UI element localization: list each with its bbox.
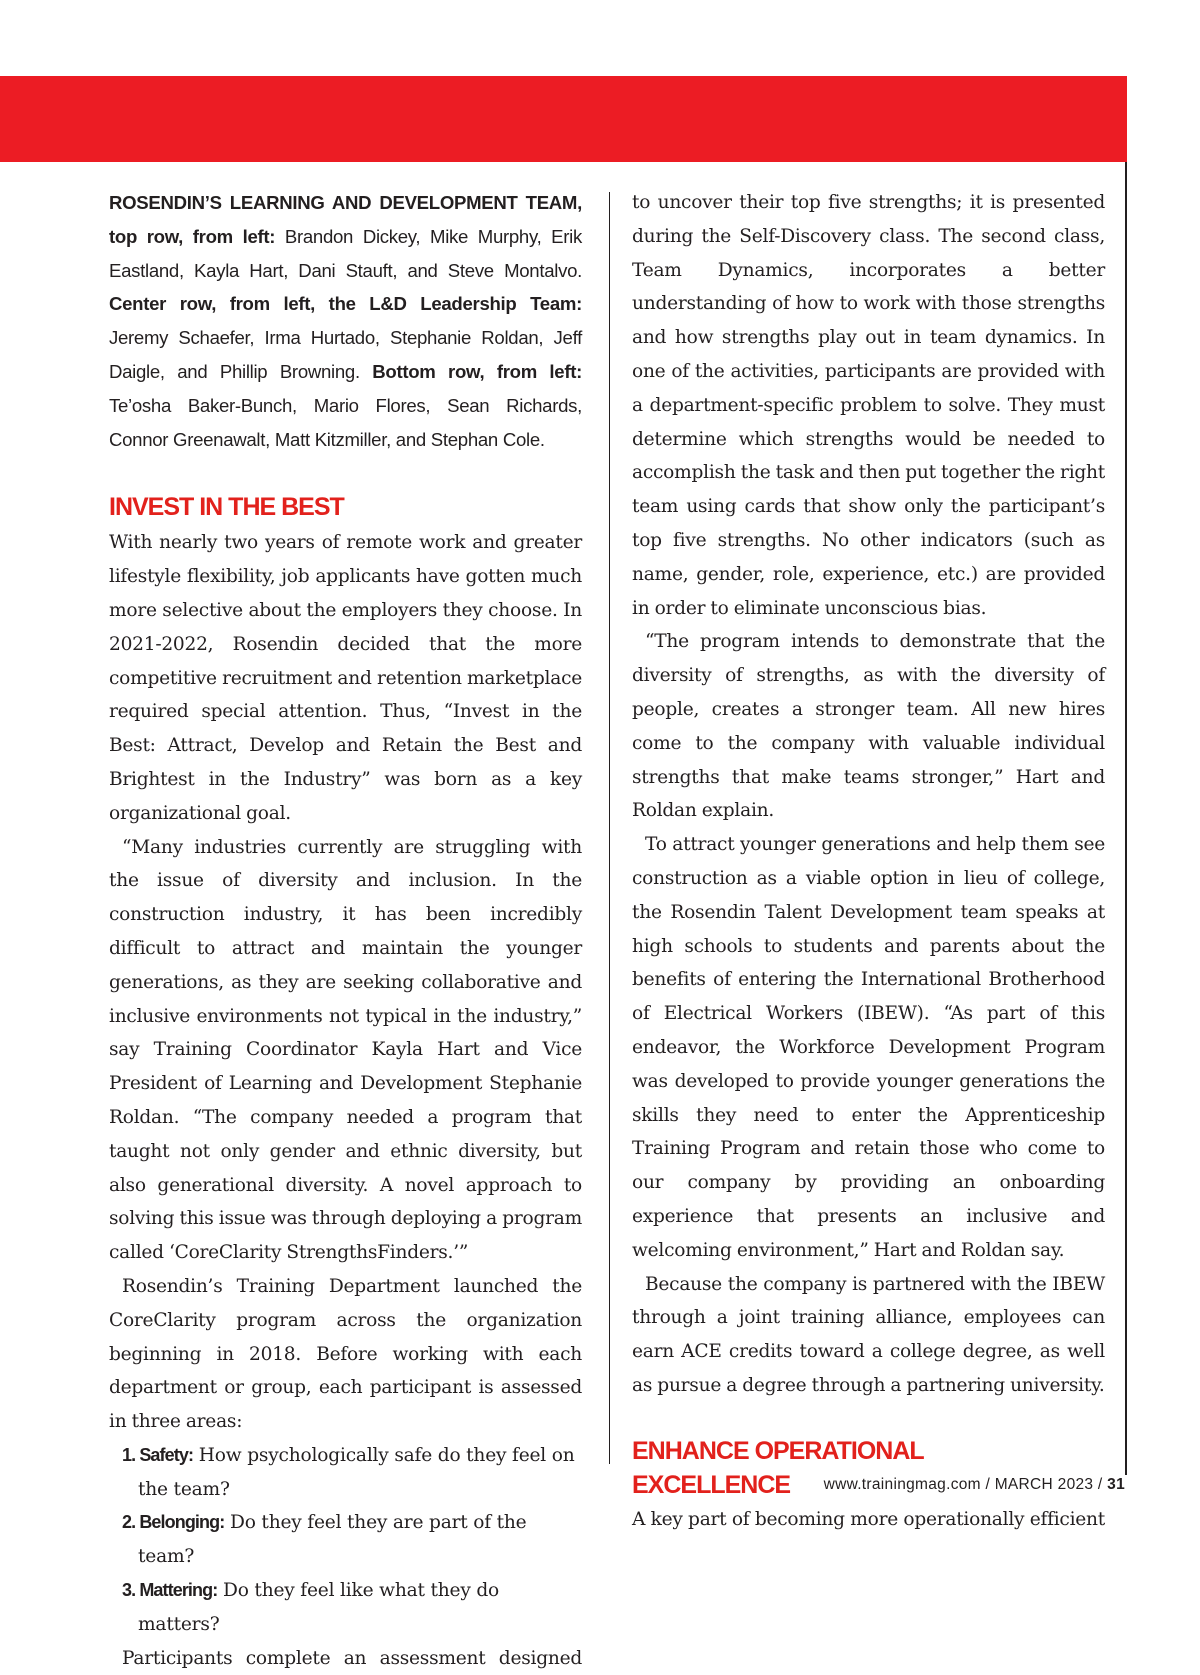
page-footer (824, 1476, 1125, 1494)
header-color-band (0, 76, 1127, 162)
list-item (109, 1574, 582, 1642)
list-item-label: 1. Safety: (122, 1444, 194, 1465)
paragraph: To attract younger generations and help them see construction as a viable option in lieu of college, the Rosendin Talent Development team speaks at high schools to students and parents about the benefits of entering the International Brotherhood of Electrical Workers (IBEW). “As part of this endeavor, the Workforce Development Program was developed to provide younger generations the skills they need to enter the Apprenticeship Training Program and retain those who come to our company by providing an onboarding experience that presents an inclusive and welcoming environment,” Hart and Roldan say. (632, 834, 1105, 1261)
right-column (632, 186, 1105, 1536)
caption-bold-3: Bottom row, from left: (359, 360, 582, 382)
section-heading-invest: INVEST IN THE BEST (109, 493, 344, 522)
assessment-list (109, 1439, 582, 1642)
page-number: 31 (1107, 1476, 1125, 1493)
footer-site-issue: www.trainingmag.com / MARCH 2023 / (823, 1476, 1108, 1493)
paragraph: “Many industries currently are struggling with the issue of diversity and inclusion. In the construction industry, it has been incredibly difficult to attract and maintain the younger generations, as they are seeking collaborative and inclusive environments not typical in the industry,” say Training Coordinator Kayla Hart and Vice President of Learning and Development Stephanie Roldan. “The company needed a program that taught not only gender and ethnic diversity, but also generational diversity. A novel approach to solving this issue was through deploying a program called ‘CoreClarity StrengthsFinders.’” (109, 836, 582, 1264)
caption-text-3: Te’osha Baker-Bunch, Mario Flores, Sean Richards, Connor Greenawalt, Matt Kitzmiller, and Stephan Cole. (109, 394, 582, 450)
list-item-text: Do they feel they are part of the team? (138, 1512, 527, 1568)
paragraph: Participants complete an assessment designed (122, 1647, 582, 1669)
paragraph: With nearly two years of remote work and greater lifestyle flexibility, job applicants have gotten much more selective about the employers they choose. In 2021-2022, Rosendin decided that the more competitive recruitment and retention marketplace required special attention. Thus, “Invest in the Best: Attract, Develop and Retain the Best and Brightest in the Industry” was born as a key organizational goal. (109, 532, 582, 824)
caption-bold-1: ROSENDIN’S LEARNING AND DEVELOPMENT TEAM, top row, from left: (109, 192, 582, 247)
list-item-label: 2. Belonging: (122, 1512, 225, 1533)
paragraph: Rosendin’s Training Department launched the CoreClarity program across the organization beginning in 2018. Before working with each department or group, each participant is assessed in three areas: (109, 1275, 582, 1433)
list-item (109, 1439, 582, 1507)
left-column (109, 186, 582, 1675)
caption-text-1: Brandon Dickey, Mike Murphy, Erik Eastland, Kayla Hart, Dani Stauft, and Steve Montalvo. (109, 225, 582, 281)
column-divider (609, 192, 610, 1464)
page-right-rule (1125, 162, 1127, 1475)
caption-text-2: Jeremy Schaefer, Irma Hurtado, Stephanie Roldan, Jeff Daigle, and Phillip Browning. (109, 327, 582, 382)
paragraph: to uncover their top five strengths; it is presented during the Self-Discovery class. The second class, Team Dynamics, incorporates a better understanding of how to work with those strengths and how strengths play out in team dynamics. In one of the activities, participants are provided with a department-specific problem to solve. They must determine which strengths would be needed to accomplish the task and then put together the right team using cards that show only the participant’s top five strengths. No other indicators (such as name, gender, role, experience, etc.) are provided in order to eliminate unconscious bias. (632, 192, 1105, 619)
section-heading-enhance: ENHANCE OPERATIONAL EXCELLENCE (632, 1436, 924, 1499)
list-item-text: How psychologically safe do they feel on the team? (138, 1444, 575, 1500)
photo-caption (109, 186, 582, 456)
list-item (109, 1506, 582, 1574)
paragraph: A key part of becoming more operationally efficient (632, 1508, 1105, 1530)
caption-bold-2: Center row, from left, the L&D Leadership Team: (109, 293, 582, 315)
list-item-label: 3. Mattering: (122, 1580, 218, 1601)
paragraph: “The program intends to demonstrate that the diversity of strengths, as with the diversity of people, creates a stronger team. All new hires come to the company with valuable individual strengths that make teams stronger,” Hart and Roldan explain. (632, 631, 1105, 822)
paragraph: Because the company is partnered with the IBEW through a joint training alliance, employees can earn ACE credits toward a college degree, as well as pursue a degree through a partnering university. (632, 1273, 1105, 1396)
list-item-text: Do they feel like what they do matters? (138, 1580, 500, 1635)
